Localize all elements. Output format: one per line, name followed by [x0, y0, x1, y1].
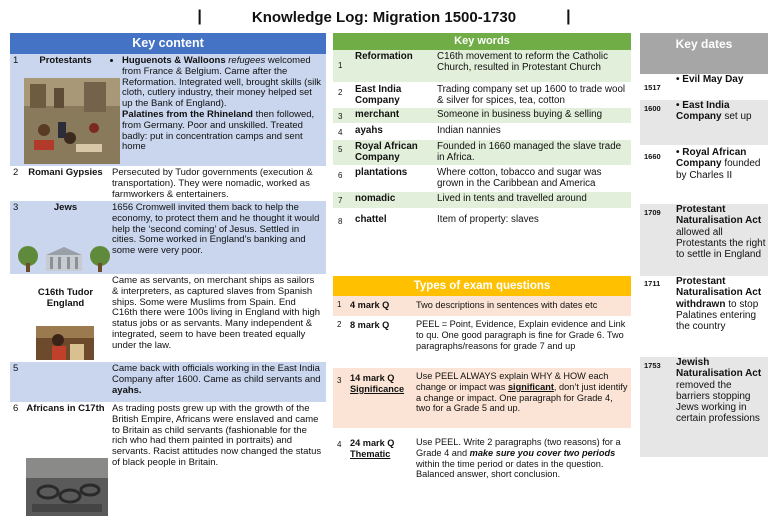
key-date-event: • Royal African Company founded by Charles II	[676, 145, 768, 204]
row-topic: Romani Gypsies	[28, 167, 103, 178]
question-type: 4 mark Q	[350, 300, 390, 310]
row-topic: C16th Tudor England	[37, 287, 94, 309]
key-word-row: 7 nomadic Lived in tents and travelled around	[333, 192, 631, 209]
question-guidance: Use PEEL. Write 2 paragraphs (two reasons) for a Grade 4 and make sure you cover two periods within the time period or dates in the question. Balanced answer, short conclusion.	[416, 437, 621, 480]
exam-question-row: 1 4 mark Q Two descriptions in sentences with dates etc	[333, 296, 631, 316]
row-description: Came back with officials working in the East India Company after 1600. Came as child servants and ayahs.	[112, 363, 321, 396]
exam-questions-heading: Types of exam questions	[333, 276, 631, 296]
key-date-row	[640, 204, 768, 276]
row-number: 6	[13, 403, 19, 414]
key-words-table	[333, 33, 631, 231]
bank-building-image	[16, 245, 112, 273]
question-type: 14 mark Q Significance	[350, 373, 405, 394]
key-word-definition: Lived in tents and travelled around	[437, 193, 587, 204]
key-word-definition: Indian nannies	[437, 125, 501, 136]
key-content-row	[10, 201, 326, 274]
row-number	[10, 274, 23, 362]
row-number: 2	[13, 167, 19, 178]
key-word-definition: Where cotton, tobacco and sugar was grown in the Caribbean and America	[437, 167, 602, 189]
bullet-item: • Palatines from the Rhineland then followed, from Germany. Poor and unskilled. Treated badly: put in concentration camps and sent home	[122, 110, 323, 153]
key-word-term: Reformation	[355, 51, 413, 62]
exam-questions-table	[333, 276, 631, 488]
key-date-year: 1517	[644, 83, 661, 92]
key-word-term: chattel	[355, 214, 387, 225]
key-content-heading: Key content	[10, 33, 326, 54]
key-date-event: Protestant Naturalisation Act withdrawn to stop Palatines entering the country	[676, 276, 762, 333]
key-dates-heading: Key dates	[640, 33, 768, 74]
key-date-event: • Evil May Day	[676, 74, 768, 100]
key-date-year: 1660	[644, 152, 661, 161]
row-description: As trading posts grew up with the growth of the British Empire, Africans were enslaved and came to Britain as child servants (fashionable for the rich who had them painted in portraits) and servants. Racist attitudes now changed the status of black people in Britain.	[112, 403, 322, 468]
page-title: Knowledge Log: Migration 1500-1730	[251, 8, 517, 26]
row-description: 1656 Cromwell invited them back to help the economy, to protect them and he thought it would help the ‘second coming’ of Jesus. Settled in cities. Some worked in England’s banking and some were very poor.	[112, 202, 320, 257]
key-word-row: 4 ayahs Indian nannies	[333, 124, 631, 140]
key-word-row: 3 merchant Someone in business buying & selling	[333, 108, 631, 124]
key-word-row: 6 plantations Where cotton, tobacco and sugar was grown in the Caribbean and America	[333, 166, 631, 192]
title-pipe-right: |	[566, 8, 571, 25]
key-word-term: nomadic	[355, 193, 396, 204]
key-date-year: 1711	[644, 279, 661, 288]
key-date-row	[640, 74, 768, 100]
key-word-term: merchant	[355, 109, 400, 120]
key-word-term: ayahs	[355, 125, 383, 136]
key-word-row: 1 Reformation C16th movement to reform the Catholic Church, resulted in Protestant Church	[333, 50, 631, 83]
massacre-painting-image	[24, 78, 120, 164]
key-date-year: 1600	[644, 104, 661, 113]
key-word-definition: Founded in 1660 managed the slave trade in Africa.	[437, 141, 622, 163]
question-guidance: Two descriptions in sentences with dates etc	[416, 300, 598, 310]
question-guidance: Use PEEL ALWAYS explain WHY & HOW each change or impact was significant, don’t just identify a change or impact. One paragraph for Grade 4, two for a Grade 5 and up.	[416, 371, 628, 414]
row-description: Came as servants, on merchant ships as sailors & interpreters, as captured slaves from Spanish ships. Some were Muslims from Spain. End C16th there were 100s living in England with high status jobs or as servants. Many independent & integrated, seem to have been treated equally under the law.	[112, 275, 321, 351]
key-word-row: 8 chattel Item of property: slaves	[333, 209, 631, 231]
key-dates-table	[640, 33, 768, 457]
key-content-table	[10, 33, 326, 520]
slave-chains-image	[26, 458, 108, 516]
row-topic	[23, 362, 108, 402]
key-date-event: Jewish Naturalisation Act removed the barriers stopping Jews working in certain professions	[676, 357, 762, 425]
key-content-row	[10, 402, 326, 520]
title-pipe-left: |	[197, 8, 202, 25]
row-topic: Africans in C17th	[26, 403, 105, 414]
key-date-row	[640, 276, 768, 357]
key-word-term: plantations	[355, 167, 408, 178]
tudor-servant-image	[36, 326, 94, 360]
key-word-row: 2 East India Company Trading company set up 1600 to trade wool & silver for spices, tea, cotton	[333, 83, 631, 108]
key-word-definition: Trading company set up 1600 to trade wool & silver for spices, tea, cotton	[437, 84, 626, 106]
row-description: Persecuted by Tudor governments (execution & transportation). They were nomadic, worked as farmworkers & entertainers.	[112, 167, 313, 200]
exam-question-row: 3 14 mark Q Significance Use PEEL ALWAYS explain WHY & HOW each change or impact was significant, don’t just identify a change or impact. One paragraph for Grade 4, two for a Grade 5 and up.	[333, 368, 631, 428]
key-word-row: 5 Royal African Company Founded in 1660 managed the slave trade in Africa.	[333, 140, 631, 166]
exam-question-row: 4 24 mark Q Thematic Use PEEL. Write 2 paragraphs (two reasons) for a Grade 4 and make sure you cover two periods within the time period or dates in the question. Balanced answer, short conclusion.	[333, 428, 631, 488]
key-date-event: • East India Company set up	[676, 100, 768, 145]
question-guidance: PEEL = Point, Evidence, Explain evidence and Link to qu. One good paragraph is fine for Grade 6. Two paragraphs/reasons for grade 7 and up	[416, 319, 626, 351]
key-date-row	[640, 145, 768, 204]
row-description	[108, 54, 326, 166]
row-number: 3	[13, 202, 19, 213]
key-word-definition: Item of property: slaves	[437, 214, 539, 225]
key-word-term: Royal African Company	[355, 141, 418, 163]
key-word-term: East India Company	[355, 84, 402, 106]
key-content-row	[10, 274, 326, 362]
key-content-row	[10, 54, 326, 166]
row-topic: Protestants	[39, 55, 92, 66]
key-date-row	[640, 357, 768, 457]
key-date-year: 1709	[644, 208, 661, 217]
question-type: 24 mark Q Thematic	[350, 438, 395, 459]
row-topic: Jews	[53, 202, 78, 213]
key-words-heading: Key words	[333, 33, 631, 50]
key-word-definition: Someone in business buying & selling	[437, 109, 603, 120]
key-date-row	[640, 100, 768, 145]
row-number: 5	[13, 363, 19, 374]
exam-question-row: 2 8 mark Q PEEL = Point, Evidence, Explain evidence and Link to qu. One good paragraph is fine for Grade 6. Two paragraphs/reasons for grade 7 and up	[333, 316, 631, 368]
question-type: 8 mark Q	[350, 320, 390, 330]
key-date-year: 1753	[644, 361, 661, 370]
key-date-event: Protestant Naturalisation Act allowed all Protestants the right to settle in England	[676, 204, 766, 261]
key-content-row	[10, 166, 326, 201]
key-word-definition: C16th movement to reform the Catholic Church, resulted in Protestant Church	[437, 51, 608, 73]
page-title-bar	[0, 4, 768, 30]
key-content-row	[10, 362, 326, 402]
bullet-item: • Huguenots & Walloons refugees welcomed from France & Belgium. Came after the Reformation. Integrated well, brought skills (silk cloth, cutlery industry, their money helped set up the Bank of England).	[122, 56, 323, 110]
row-number: 1	[13, 55, 19, 66]
